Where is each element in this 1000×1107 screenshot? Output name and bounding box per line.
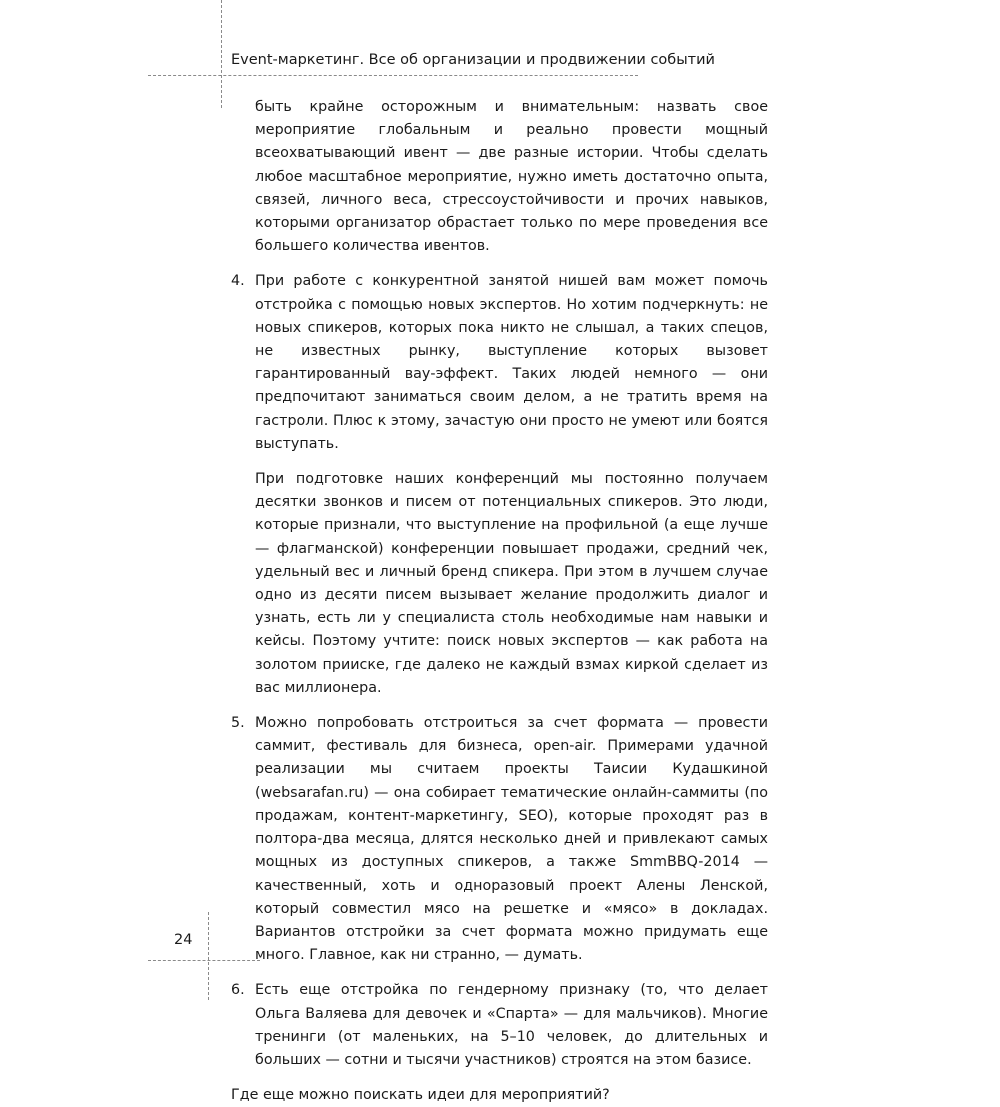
crop-mark-top-vertical	[221, 0, 222, 108]
list-number: 4.	[231, 273, 245, 290]
list-text: При работе с конкурентной занятой нишей вам может помочь отстройка с помощью новых экспертов. Но хотим подчеркнуть: не новых спикеров, которых пока никто не слышал, а таких спецов, не известных рынку, выступление которых вызовет гарантированный вау-эффект. Таких людей немного — они предпочитают заниматься своим делом, а не тратить время на гастроли. Плюс к этому, зачастую они просто не умеют или боятся выступать.	[255, 273, 768, 452]
list-item-5	[231, 712, 768, 967]
list-item-6	[231, 979, 768, 1072]
closing-question: Где еще можно поискать идеи для мероприятий?	[231, 1087, 610, 1104]
running-head: Event-маркетинг. Все об организации и продвижении событий	[231, 52, 715, 68]
page-number: 24	[174, 932, 193, 948]
page-body	[231, 96, 768, 1107]
list-text: Есть еще отстройка по гендерному признаку (то, что делает Ольга Валяева для девочек и «Спарта» — для мальчиков). Многие тренинги (от маленьких, на 5–10 человек, до длительных и больших — сотни и тысячи участников) строятся на этом базисе.	[255, 982, 768, 1068]
crop-mark-bottom-vertical	[208, 912, 209, 1000]
crop-mark-top-horizontal	[148, 75, 638, 76]
continuation-paragraph: быть крайне осторожным и внимательным: назвать свое мероприятие глобальным и реально провести мощный всеохватывающий ивент — две разные истории. Чтобы сделать любое масштабное мероприятие, нужно иметь достаточно опыта, связей, личного веса, стрессоустойчивости и прочих навыков, которыми организатор обрастает только по мере проведения все большего количества ивентов.	[255, 99, 768, 255]
list-number: 6.	[231, 982, 245, 999]
list-text: Можно попробовать отстроиться за счет формата — провести саммит, фестиваль для бизнеса, open-air. Примерами удачной реализации мы считаем проекты Таисии Кудашкиной (websarafan.ru) — она собирает тематические онлайн-саммиты (по продажам, контент-маркетингу, SEO), которые проходят раз в полтора-два месяца, длятся несколько дней и привлекают самых мощных из доступных спикеров, а также SmmBBQ-2014 — качественный, хоть и одноразовый проект Алены Ленской, который совместил мясо на решетке и «мясо» в докладах. Вариантов отстройки за счет формата можно придумать еще много. Главное, как ни странно, — думать.	[255, 715, 768, 964]
item-4-extra-paragraph: При подготовке наших конференций мы постоянно получаем десятки звонков и писем от потенциальных спикеров. Это люди, которые признали, что выступление на профильной (а еще лучше — флагманской) конференции повышает продажи, средний чек, удельный вес и личный бренд спикера. При этом в лучшем случае одно из десяти писем вызывает желание продолжить диалог и узнать, есть ли у специалиста столь необходимые нам навыки и кейсы. Поэтому учтите: поиск новых экспертов — как работа на золотом прииске, где далеко не каждый взмах киркой сделает из вас миллионера.	[255, 471, 768, 696]
list-item-4	[231, 270, 768, 456]
list-number: 5.	[231, 715, 245, 732]
